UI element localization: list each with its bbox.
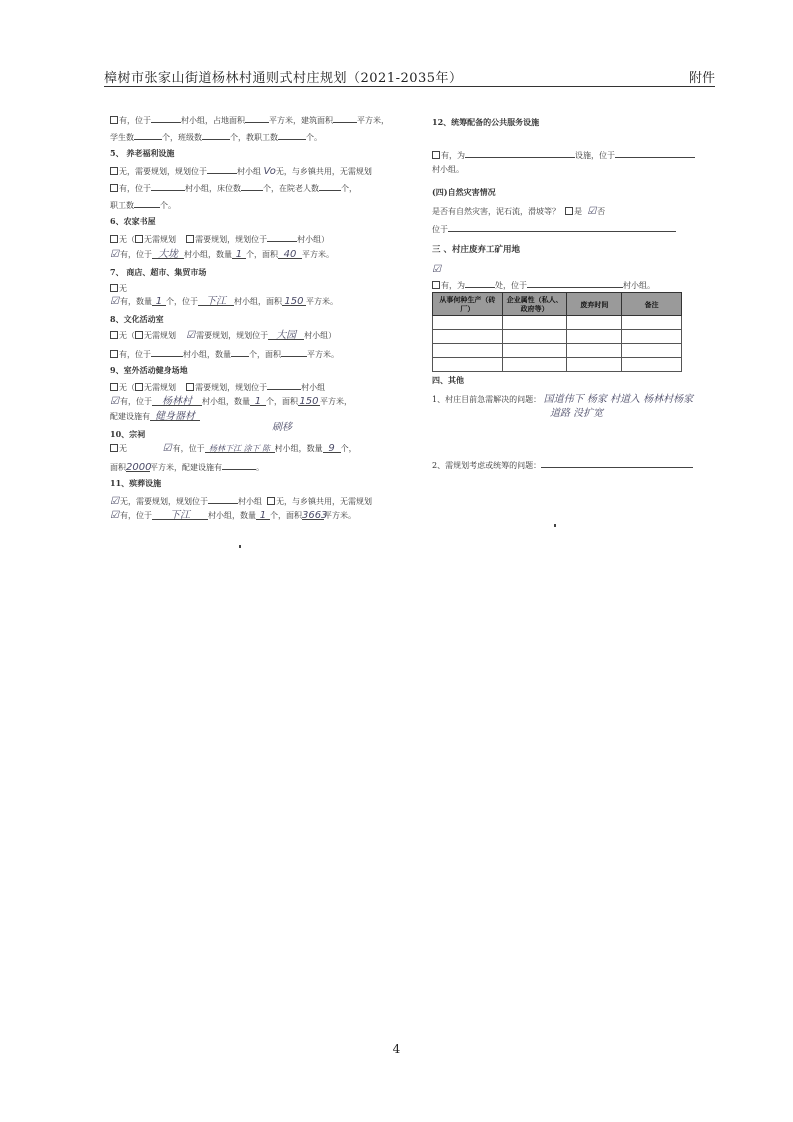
page-header xyxy=(104,66,715,87)
table-cell[interactable] xyxy=(502,330,567,344)
checkbox[interactable] xyxy=(186,235,194,243)
table-cell[interactable] xyxy=(433,358,503,372)
table-cell[interactable] xyxy=(622,358,682,372)
table-header: 企业属性（私人、政府等） xyxy=(502,293,567,316)
table-cell[interactable] xyxy=(433,316,503,330)
table-cell[interactable] xyxy=(567,316,622,330)
checkbox[interactable] xyxy=(186,383,194,391)
checkbox[interactable] xyxy=(565,207,573,215)
checkmark-icon: ☑ xyxy=(110,510,119,521)
checkbox[interactable] xyxy=(110,383,118,391)
scan-speck xyxy=(554,524,556,527)
checkbox[interactable] xyxy=(110,235,118,243)
table-cell[interactable] xyxy=(567,344,622,358)
checkbox[interactable] xyxy=(110,184,118,192)
table-header: 从事何种生产（砖厂） xyxy=(433,293,503,316)
checkmark-icon: ☑ xyxy=(587,206,597,217)
table-cell[interactable] xyxy=(567,358,622,372)
mining-land-heading: 三 、村庄废弃工矿用地 xyxy=(432,245,520,255)
table-cell[interactable] xyxy=(622,330,682,344)
section-10-heading: 10、宗祠 xyxy=(110,429,146,439)
checkbox[interactable] xyxy=(110,116,118,124)
checkmark-icon: ☑ xyxy=(432,264,441,275)
checkbox[interactable] xyxy=(135,235,143,243)
appendix-label: 附件 xyxy=(688,71,715,86)
left-column: 有，位于 村小组，占地面积 平方米，建筑面积 平方米， 学生数 个，班级数 个，教职工数 个。 5、 养老福利设施 无，需要规划，规划位于 村小组 Vo无，与乡镇共用，无需规划 有，位于 村小组，床位数 个，在院老人数 个， 职工数 个。 6、农家书屋 无（ 无需规划 需要规划，规划位于 村小组） ☑有，位于 大垅 村小组，数量 1 个，面积 40 平方米。 7、 商店、超市、集贸市场 无 ☑有，数量 1 个，位于 下江 村小组，面积 150 平方米。 8、文化活动室 无（ 无需规划 ☑需要规划，规划位于 大园 村小组） 有，位于 村小组，数量 个，面积 平方米。 9、室外活动健身场地 无（ 无需规划 需要规划，规划位于 村小组 ☑有，位于 杨林村 村小组，数量 1 个，面积150平方米， 配建设施有 健身器材 10、宗祠 刷移 无 ☑有，位于 杨林下江 涂下 陈 村小组，数量 9 个， 面积2000平方米，配建设施有 。 11、殡葬设施 ☑无，需要规划，规划位于 村小组 无，与乡镇共用，无需规划 ☑有，位于 下江 村小组，数量 1 个，面积3663平方米。 xyxy=(110,110,370,530)
table-cell[interactable] xyxy=(622,344,682,358)
checkbox[interactable] xyxy=(110,284,118,292)
checkmark-icon: ☑ xyxy=(110,296,119,307)
checkbox[interactable] xyxy=(135,383,143,391)
table-cell[interactable] xyxy=(567,330,622,344)
table-cell[interactable] xyxy=(502,344,567,358)
checkbox[interactable] xyxy=(110,444,118,452)
table-header: 废弃时间 xyxy=(567,293,622,316)
checkmark-icon: ☑ xyxy=(110,496,119,507)
page-number: 4 xyxy=(392,1042,401,1056)
table-cell[interactable] xyxy=(433,344,503,358)
table-cell[interactable] xyxy=(433,330,503,344)
section-5-heading: 5、 养老福利设施 xyxy=(110,148,175,158)
other-heading: 四、其他 xyxy=(432,375,464,385)
right-column: 12、统筹配备的公共服务设施 有，为 设施，位于 村小组。 (四)自然灾害情况 是否有自然灾害，泥石流，滑坡等？ 是 ☑否 位于 三 、村庄废弃工矿用地 ☑ 有，为 处，位于 村小组。 四、其他 1、村庄目前急需解决的问题： 国道伟下 杨家 村道入 杨林村杨家 道路 没扩宽 2、需规划考虑或统筹的问题： xyxy=(432,117,694,470)
checkbox[interactable] xyxy=(110,350,118,358)
table-cell[interactable] xyxy=(622,316,682,330)
checkmark-icon: ☑ xyxy=(110,396,119,407)
checkbox[interactable] xyxy=(267,497,275,505)
section-8-heading: 8、文化活动室 xyxy=(110,314,164,324)
section-11-heading: 11、殡葬设施 xyxy=(110,478,162,488)
table-row xyxy=(433,358,682,372)
section-12-heading: 12、统筹配备的公共服务设施 xyxy=(432,117,540,127)
checkbox[interactable] xyxy=(432,281,440,289)
section-6-heading: 6、农家书屋 xyxy=(110,216,156,226)
abandoned-mines-table xyxy=(432,292,682,372)
checkmark-icon: ☑ xyxy=(110,249,119,260)
checkmark-icon: ☑ xyxy=(186,330,196,341)
section-9-heading: 9、室外活动健身场地 xyxy=(110,365,188,375)
table-cell[interactable] xyxy=(502,316,567,330)
checkbox[interactable] xyxy=(110,331,118,339)
table-row xyxy=(433,330,682,344)
table-cell[interactable] xyxy=(502,358,567,372)
checkbox[interactable] xyxy=(432,151,440,159)
document-title: 樟树市张家山街道杨林村通则式村庄规划（2021-2035年） xyxy=(104,71,463,86)
table-header: 备注 xyxy=(622,293,682,316)
checkbox[interactable] xyxy=(110,167,118,175)
disaster-heading: (四)自然灾害情况 xyxy=(432,187,496,197)
checkmark-icon: ☑ xyxy=(162,443,172,454)
checkbox[interactable] xyxy=(135,331,143,339)
section-7-heading: 7、 商店、超市、集贸市场 xyxy=(110,267,207,277)
scan-speck xyxy=(239,545,241,548)
table-row xyxy=(433,344,682,358)
table-row xyxy=(433,316,682,330)
